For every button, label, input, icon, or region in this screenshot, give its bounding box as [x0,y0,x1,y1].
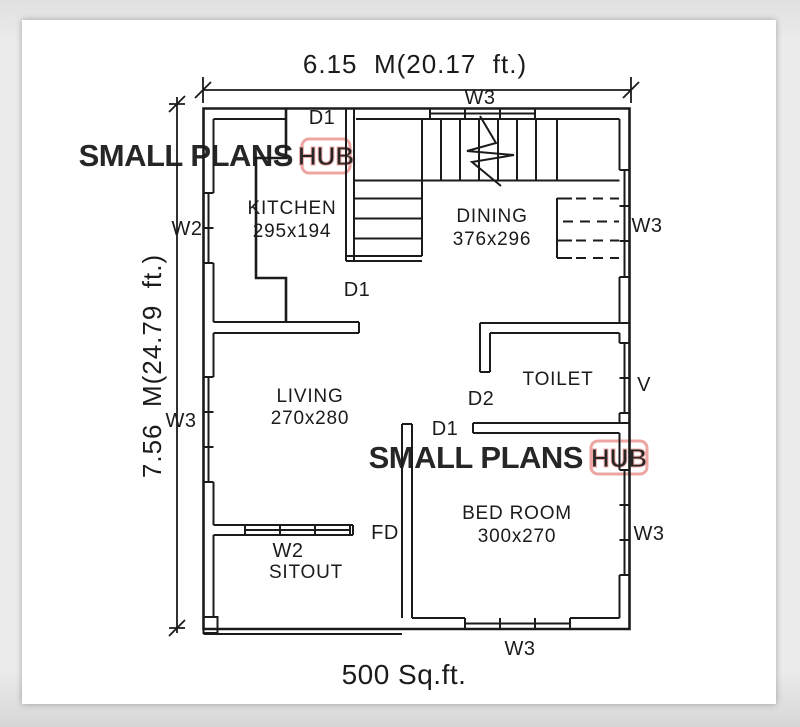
room-name: KITCHEN [247,198,337,219]
door-label-d1-top: D1 [308,107,336,129]
dimension-left [137,96,185,636]
room-size: 300x270 [477,526,557,547]
room-label-sitout [269,562,343,583]
bedroom-top-wall [473,423,630,433]
dimension-left-line [169,96,185,636]
dashed-area-edge [557,198,572,258]
stair-wall [346,109,354,262]
room-name: TOILET [522,369,594,390]
window-w3-bedroom [620,470,630,575]
dashed-projection [557,198,619,258]
room-size: 295x194 [252,221,332,242]
door-label-d1-passage: D1 [343,279,371,301]
corner-post [204,617,218,633]
dimension-top-line [195,77,639,103]
total-area-text: 500 Sq.ft. [341,659,467,690]
dimension-top-text: 6.15 M(20.17 ft.) [302,49,528,79]
window-w3-bottom [465,618,570,629]
window-v-toilet [620,343,630,413]
room-label-kitchen [248,198,337,242]
dashed-area-lines [563,199,619,259]
room-name: LIVING [276,386,344,407]
window-w2-kitchen [204,193,214,263]
window-label-w3-bedroom: W3 [633,523,665,545]
window-label-w3-top: W3 [464,87,496,109]
room-label-living [271,386,350,429]
room-label-toilet [523,369,594,390]
window-label-w3-bottom: W3 [504,638,536,660]
watermark-hub-label: HUB [297,141,355,171]
toilet-walls [480,323,630,372]
watermark-hub-label: HUB [590,443,648,473]
window-w2-sitout [245,525,350,535]
room-name: BED ROOM [462,503,572,524]
room-label-bedroom [462,503,572,547]
watermark-center-right [369,440,648,475]
window-label-w3-dining: W3 [631,215,663,237]
window-label-w2-kitchen: W2 [171,218,203,240]
dimension-left-text: 7.56 M(24.79 ft.) [137,253,167,479]
watermark-text: SMALL PLANS [78,138,293,173]
window-w3-dining [620,170,630,277]
stair-break-line [467,116,514,186]
window-label-w3-living: W3 [165,410,197,432]
watermark-text: SMALL PLANS [368,440,583,475]
room-size: 376x296 [452,229,532,250]
room-label-dining [453,206,532,250]
dimension-top [195,49,639,103]
door-label-d2-toilet: D2 [467,388,495,410]
room-size: 270x280 [270,408,350,429]
living-top-wall [214,322,360,333]
window-w3-living [204,377,214,482]
door-label-fd-front: FD [371,522,399,544]
floor-plan-paper [22,20,776,704]
window-w3-top [430,109,535,120]
watermark-top-left [79,138,355,173]
room-name: DINING [456,206,528,227]
window-label-v-toilet: V [637,374,651,396]
floor-plan-drawing [22,20,776,704]
door-label-d1-bedroom: D1 [431,418,459,440]
window-label-w2-sitout: W2 [272,540,304,562]
room-name: SITOUT [268,562,344,583]
